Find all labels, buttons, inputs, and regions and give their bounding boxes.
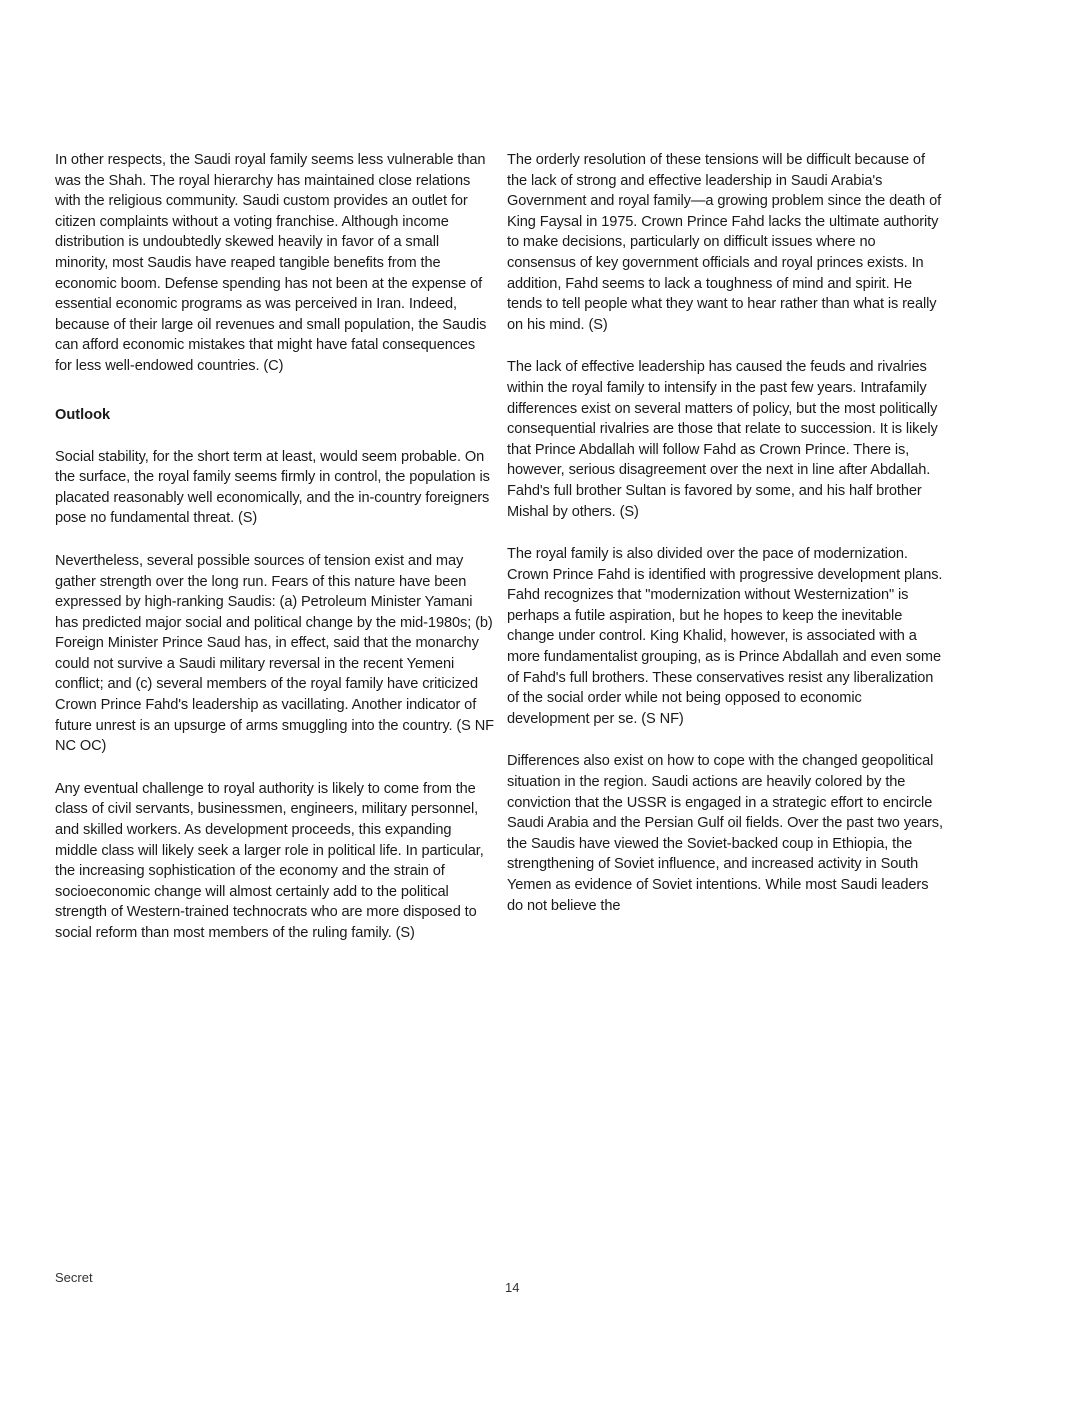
paragraph-challenge-to-royal-authority: Any eventual challenge to royal authority is likely to come from the class of civil servants, businessmen, engineers, military personnel, and skilled workers. As development proceeds, this expanding middle class will likely seek a larger role in political life. In particular, the increasing sophistication of the economy and the strain of socioeconomic change will almost certainly add to the political strength of Western-trained technocrats who are more disposed to social reform than most members of the ruling family. (S) [55, 780, 484, 941]
paragraph-leadership-problem: The orderly resolution of these tensions will be difficult because of the lack of strong and effective leadership in Saudi Arabia's Government and royal family—a growing problem since the death of King Faysal in 1975. Crown Prince Fahd lacks the ultimate authority to make decisions, particularly on difficult issues where no consensus of key government officials and royal princes exists. In addition, Fahd seems to lack a toughness of mind and spirit. He tends to tell people what they want to hear rather than what is really on his mind. (S) [507, 152, 942, 333]
paragraph-sources-of-tension: Nevertheless, several possible sources of tension exist and may gather strength over the long run. Fears of this nature have been expressed by high-ranking Saudis: (a) Petroleum Minister Yamani has predicted major social and political change by the mid-1980s; (b) Foreign Minister Prince Saud has, in effect, said that the monarchy could not survive a Saudi military reversal in the recent Yemeni conflict; and (c) several members of the royal family have criticized Crown Prince Fahd's leadership as vacillating. Another indicator of future unrest is an upsurge of arms smuggling into the country. (S NF NC OC) [55, 552, 494, 755]
right-column [507, 150, 947, 938]
classification-marking: Secret [55, 1270, 93, 1285]
left-column [55, 150, 495, 966]
page-number: 14 [505, 1280, 520, 1295]
paragraph-royal-family-vulnerability: In other respects, the Saudi royal family seems less vulnerable than was the Shah. The royal hierarchy has maintained close relations with the religious community. Saudi custom provides an outlet for citizen complaints without a voting franchise. Although income distribution is undoubtedly skewed heavily in favor of a small minority, most Saudis have reaped tangible benefits from the economic boom. Defense spending has not been at the expense of essential economic programs as was perceived in Iran. Indeed, because of their large oil revenues and small population, the Saudis can afford economic mistakes that might have fatal consequences for less well-endowed countries. (C) [55, 152, 487, 374]
section-heading-outlook: Outlook [55, 406, 111, 423]
paragraph-modernization-divide: The royal family is also divided over the pace of modernization. Crown Prince Fahd is identified with progressive development plans. Fahd recognizes that "modernization without Westernization" is perhaps a futile aspiration, but he hopes to keep the inevitable change under control. King Khalid, however, is associated with a more fundamentalist grouping, as is Prince Abdallah and even some of Fahd's full brothers. These conservatives resist any liberalization of the social order while not being opposed to economic development per se. (S NF) [507, 546, 943, 727]
paragraph-royal-rivalries: The lack of effective leadership has caused the feuds and rivalries within the royal family to intensify in the past few years. Intrafamily differences exist on several matters of policy, but the most politically consequential rivalries are those that relate to succession. It is likely that Prince Abdallah will follow Fahd as Crown Prince. There is, however, serious disagreement over the next in line after Abdallah. Fahd's full brother Sultan is favored by some, and his half brother Mishal by others. (S) [507, 359, 938, 520]
paragraph-social-stability: Social stability, for the short term at least, would seem probable. On the surface, the royal family seems firmly in control, the population is placated reasonably well economically, and the in-country foreigners pose no fundamental threat. (S) [55, 448, 490, 527]
paragraph-geopolitical-differences: Differences also exist on how to cope with the changed geopolitical situation in the region. Saudi actions are heavily colored by the conviction that the USSR is engaged in a strategic effort to encircle Saudi Arabia and the Persian Gulf oil fields. Over the past two years, the Saudis have viewed the Soviet-backed coup in Ethiopia, the strengthening of Soviet influence, and increased activity in South Yemen as evidence of Soviet intentions. While most Saudi leaders do not believe the [507, 753, 943, 914]
